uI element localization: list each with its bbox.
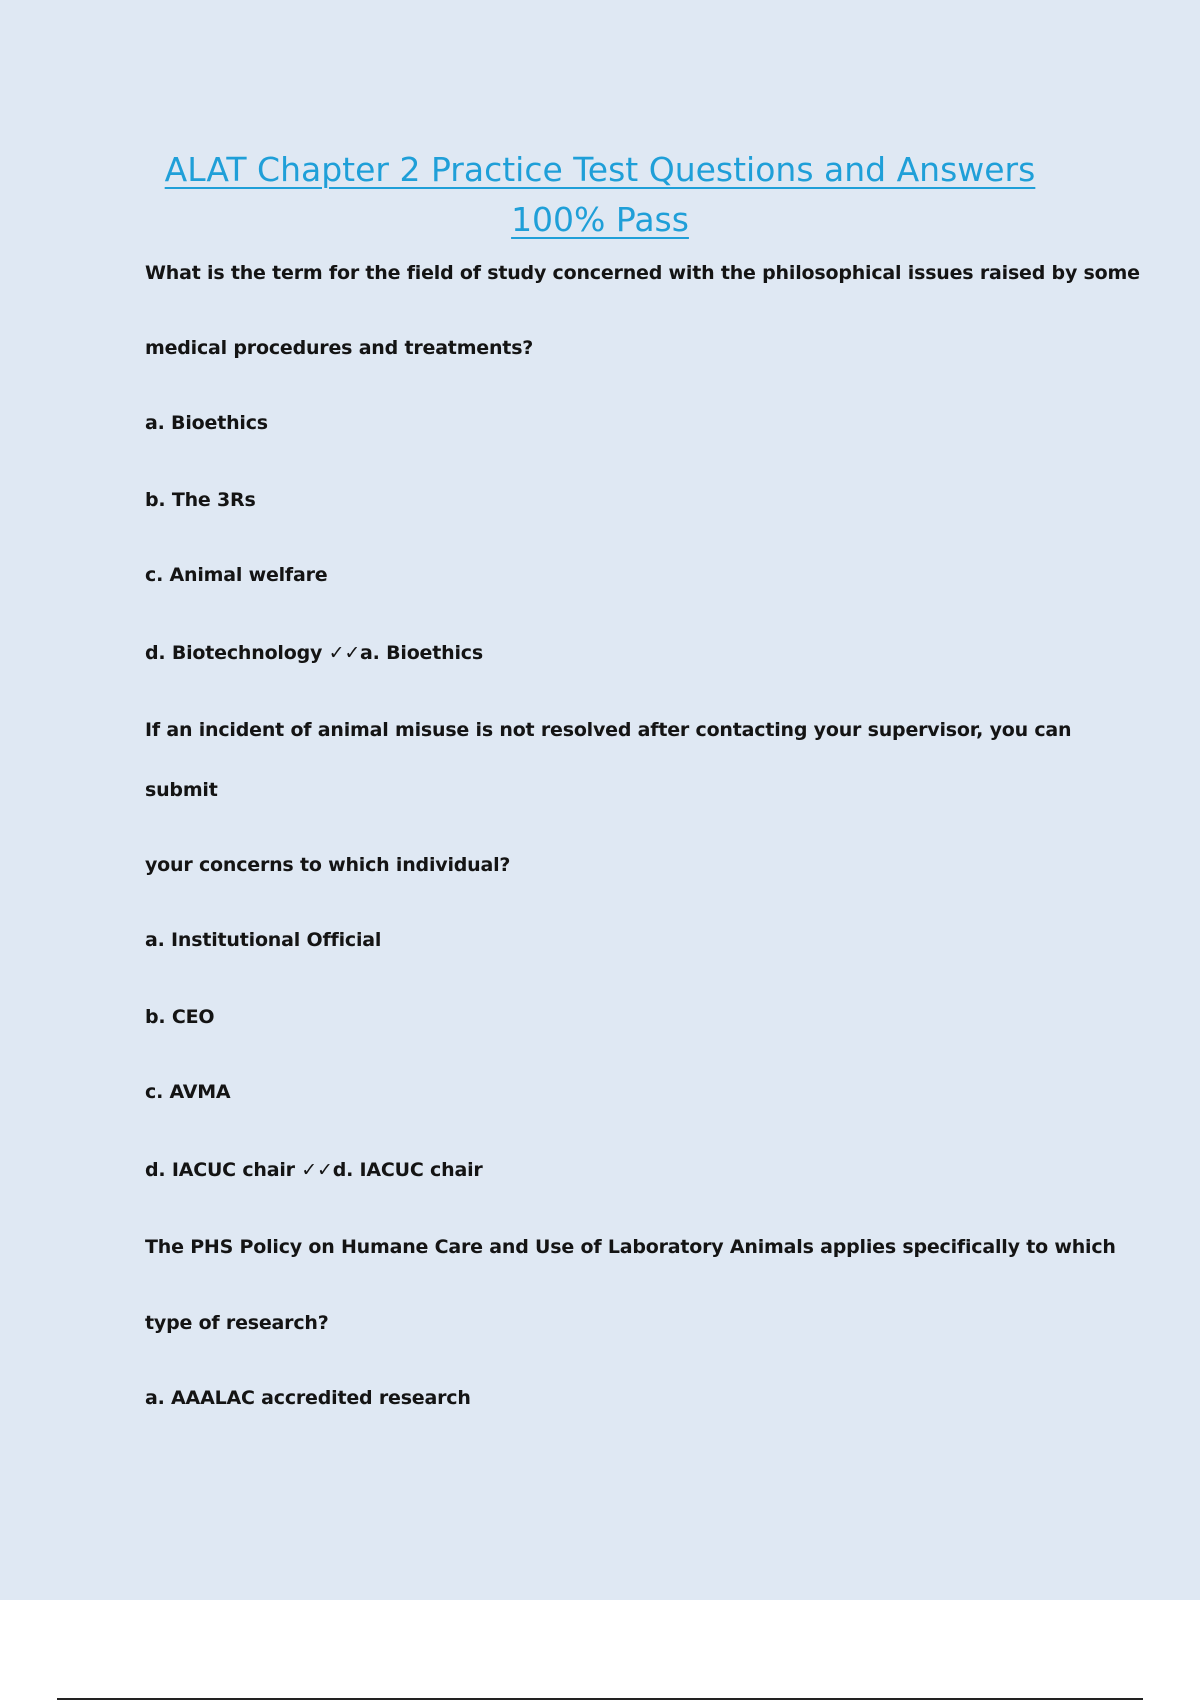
document-title-line-1: ALAT Chapter 2 Practice Test Questions and Answers (164, 150, 1036, 189)
document-title-line-2: 100% Pass (511, 200, 689, 239)
question-2-answer: d. IACUC chair (332, 1159, 483, 1181)
question-3-text-line-1: The PHS Policy on Humane Care and Use of Laboratory Animals applies specifically to which (145, 1236, 1116, 1258)
question-1-option-d: d. Biotechnology (145, 642, 323, 664)
question-2-option-d-with-answer (145, 1159, 483, 1181)
question-2-option-a: a. Institutional Official (145, 929, 382, 951)
checkmark-icon: ✓✓ (301, 1159, 333, 1181)
question-2-option-d: d. IACUC chair (145, 1159, 295, 1181)
question-1-option-c: c. Animal welfare (145, 564, 328, 586)
question-3-option-a: a. AAALAC accredited research (145, 1387, 471, 1409)
question-1-answer: a. Bioethics (360, 642, 483, 664)
question-2-option-c: c. AVMA (145, 1081, 231, 1103)
question-2-text-line-3: your concerns to which individual? (145, 854, 511, 876)
question-1-option-a: a. Bioethics (145, 412, 268, 434)
question-2-text-line-2: submit (145, 779, 218, 801)
question-1-text-line-1: What is the term for the field of study concerned with the philosophical issues raised by some (145, 262, 1140, 284)
question-1-option-b: b. The 3Rs (145, 489, 256, 511)
question-3-text-line-2: type of research? (145, 1312, 329, 1334)
question-2-option-b: b. CEO (145, 1006, 215, 1028)
question-1-text-line-2: medical procedures and treatments? (145, 337, 534, 359)
question-1-option-d-with-answer (145, 642, 483, 664)
question-2-text-line-1: If an incident of animal misuse is not resolved after contacting your supervisor, you can (145, 719, 1072, 741)
checkmark-icon: ✓✓ (328, 642, 361, 664)
